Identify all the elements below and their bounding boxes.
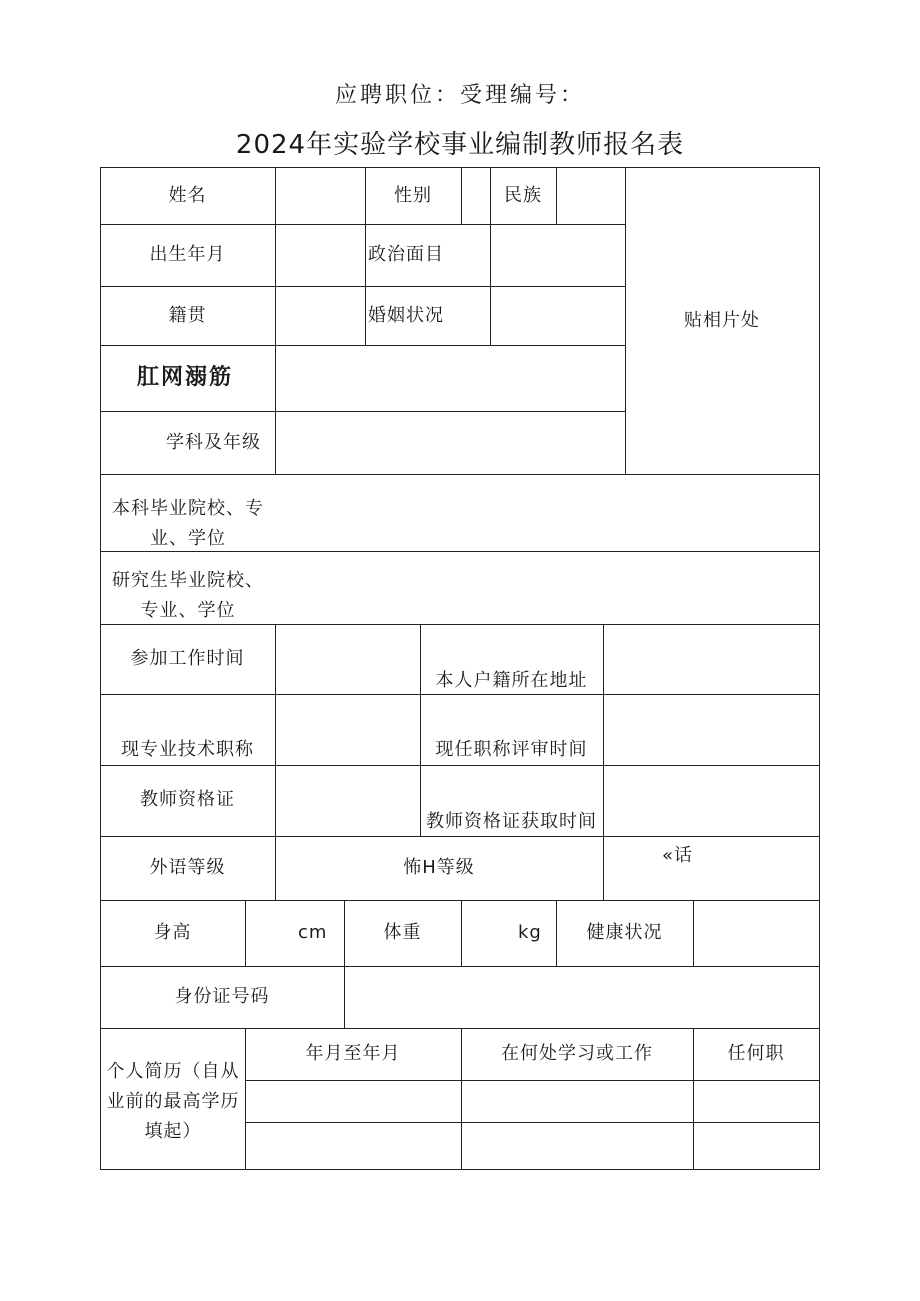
ethnicity-label: 民族 xyxy=(504,185,542,206)
table-border-right xyxy=(819,167,820,1170)
ethnicity-field[interactable] xyxy=(557,168,625,224)
undergrad-field[interactable] xyxy=(276,475,819,551)
health-field[interactable] xyxy=(694,901,819,966)
undergrad-label: 本科毕业院校、专业、学位 xyxy=(112,498,264,549)
resume-where-cell[interactable] xyxy=(462,1081,693,1122)
political-label: 政治面目 xyxy=(368,244,444,265)
subject-grade-field[interactable] xyxy=(276,412,625,474)
height-unit: cm xyxy=(298,922,328,943)
col-divider xyxy=(420,624,421,836)
cert-time-field[interactable] xyxy=(604,766,819,836)
native-place-label: 籍贯 xyxy=(168,305,207,326)
title-time-field[interactable] xyxy=(604,695,819,765)
page-title: 2024年实验学校事业编制教师报名表 xyxy=(235,130,685,160)
prof-title-label: 现专业技术职称 xyxy=(121,739,254,760)
teacher-cert-field[interactable] xyxy=(276,766,420,836)
resume-where-cell[interactable] xyxy=(462,1123,693,1169)
resume-date-cell[interactable] xyxy=(246,1081,461,1122)
gender-label: 性别 xyxy=(394,185,432,206)
gender-field[interactable] xyxy=(462,168,490,224)
postgrad-label: 研究生毕业院校、专业、学位 xyxy=(112,570,264,621)
resume-date-cell[interactable] xyxy=(246,1123,461,1169)
name-field[interactable] xyxy=(276,168,365,224)
household-addr-field[interactable] xyxy=(604,625,819,694)
resume-col-post: 任何职 xyxy=(727,1043,785,1064)
table-border-bottom xyxy=(100,1169,820,1170)
col-divider xyxy=(245,900,246,966)
col-divider xyxy=(461,900,462,966)
native-place-field[interactable] xyxy=(276,287,365,345)
other-level-label: 怖H等级 xyxy=(403,857,475,878)
photo-label: 贴相片处 xyxy=(684,310,760,331)
work-start-field[interactable] xyxy=(276,625,420,694)
birth-field[interactable] xyxy=(276,225,365,286)
title-time-label: 现任职称评审时间 xyxy=(435,739,588,760)
id-number-field[interactable] xyxy=(345,967,819,1028)
resume-col-date: 年月至年月 xyxy=(305,1043,401,1064)
postgrad-field[interactable] xyxy=(276,552,819,624)
health-label: 健康状况 xyxy=(586,922,663,943)
teacher-cert-label: 教师资格证 xyxy=(140,789,235,810)
household-addr-label: 本人户籍所在地址 xyxy=(435,670,588,691)
row-divider xyxy=(100,836,820,837)
weight-label: 体重 xyxy=(383,922,422,943)
work-start-label: 参加工作时间 xyxy=(130,648,245,669)
weight-unit: kg xyxy=(518,922,542,943)
garbled-label: 肛网溺筋 xyxy=(137,365,234,390)
foreign-lang-label: 外语等级 xyxy=(149,857,226,878)
subject-grade-label: 学科及年级 xyxy=(166,432,261,453)
phone-fragment-label: «话 xyxy=(662,845,694,866)
cert-time-label: 教师资格证获取时间 xyxy=(426,811,597,832)
garbled-field[interactable] xyxy=(276,346,625,411)
row-divider xyxy=(100,1028,820,1029)
prof-title-field[interactable] xyxy=(276,695,420,765)
name-label: 姓名 xyxy=(168,185,207,206)
political-field[interactable] xyxy=(491,225,625,286)
resume-col-where: 在何处学习或工作 xyxy=(501,1043,653,1064)
subheader-position-id: 应聘职位：受理编号： xyxy=(334,83,585,108)
resume-post-cell[interactable] xyxy=(694,1123,819,1169)
marital-label: 婚姻状况 xyxy=(368,305,444,326)
id-number-label: 身份证号码 xyxy=(174,986,270,1007)
height-label: 身高 xyxy=(153,922,192,943)
birth-label: 出生年月 xyxy=(149,244,226,265)
marital-field[interactable] xyxy=(491,287,625,345)
resume-post-cell[interactable] xyxy=(694,1081,819,1122)
resume-label: 个人简历（自从业前的最高学历填起） xyxy=(106,1061,240,1142)
